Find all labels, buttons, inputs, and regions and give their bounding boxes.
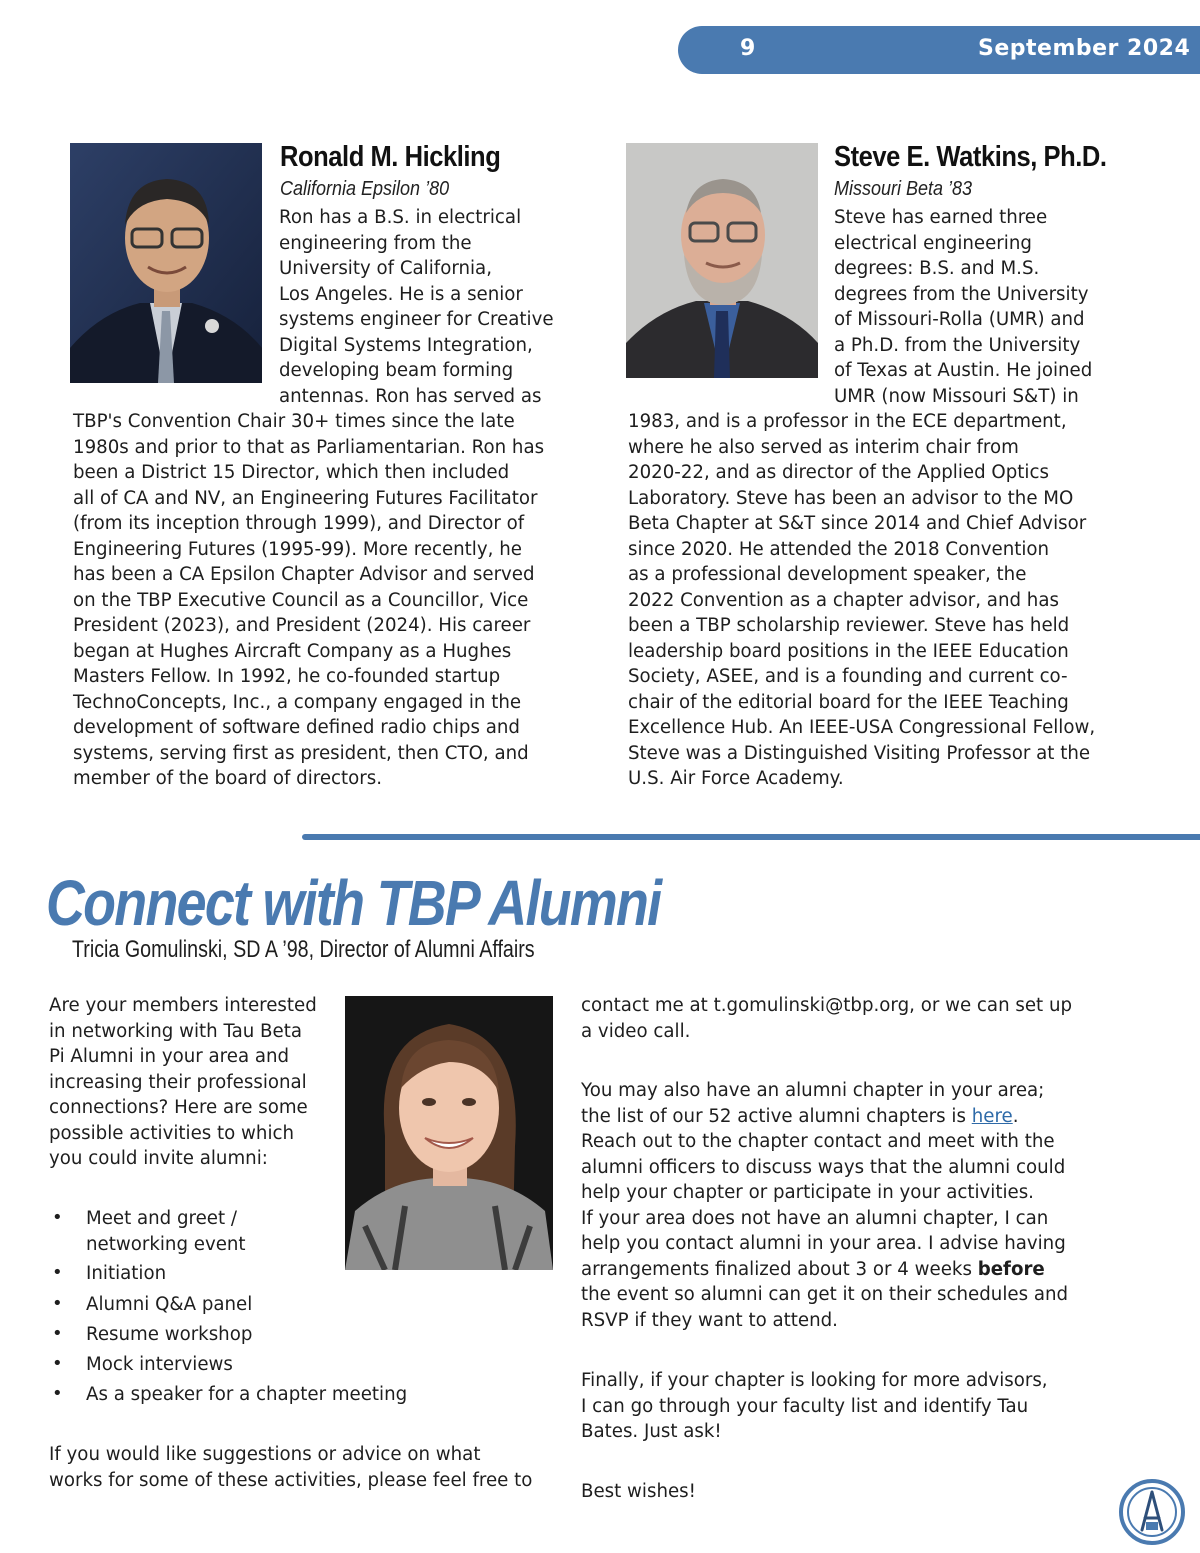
intro-line: Are your members interested (49, 995, 317, 1016)
bio-line: degrees: B.S. and M.S. (834, 258, 1040, 279)
bio-line: as a professional development speaker, the (628, 564, 1027, 585)
intro-line: you could invite alumni: (49, 1148, 268, 1169)
bio-line: where he also served as interim chair from (628, 436, 1019, 458)
bio-line: President (2023), and President (2024). His career (73, 615, 531, 636)
list-item: Resume workshop (86, 1324, 253, 1345)
profile-name: Ronald M. Hickling (280, 141, 501, 173)
bio-line: developing beam forming (279, 360, 514, 381)
bio-line: on the TBP Executive Council as a Councillor, Vice (73, 589, 529, 611)
para-line: help you contact alumni in your area. I advise having (581, 1233, 1066, 1254)
bio-line: since 2020. He attended the 2018 Convention (628, 538, 1050, 560)
closing-line: If you would like suggestions or advice on what (49, 1444, 481, 1465)
bio-line: UMR (now Missouri S&T) in (834, 385, 1079, 407)
steve-watkins-photo (626, 143, 818, 378)
bio-line: Steve was a Distinguished Visiting Professor at the (628, 742, 1091, 764)
bio-line: TBP's Convention Chair 30+ times since the late (73, 411, 515, 432)
bio-line: antennas. Ron has served as (279, 385, 542, 407)
bio-line: University of California, (279, 258, 492, 279)
bio-line: electrical engineering (834, 232, 1032, 254)
para-text: . (1012, 1105, 1019, 1127)
bio-line: leadership board positions in the IEEE Education (628, 640, 1069, 662)
list-item: Meet and greet / (86, 1208, 238, 1229)
signoff: Best wishes! (581, 1481, 696, 1502)
para-line: I can go through your faculty list and identify Tau (581, 1395, 1029, 1417)
contact-line: contact me at t.gomulinski@tbp.org, or we can set up (581, 995, 1073, 1016)
bio-line: of Missouri-Rolla (UMR) and (834, 309, 1085, 330)
issue-date: September 2024 (978, 36, 1191, 61)
bio-line: Digital Systems Integration, (279, 334, 533, 356)
bio-line: 1983, and is a professor in the ECE department, (628, 411, 1067, 432)
tricia-gomulinski-photo (345, 996, 553, 1270)
bullet-marker: • (52, 1323, 63, 1344)
tbp-logo-icon (1118, 1478, 1186, 1546)
para-line: RSVP if they want to attend. (581, 1309, 838, 1331)
closing-line: works for some of these activities, please feel free to (49, 1469, 533, 1491)
para-line: If your area does not have an alumni chapter, I can (581, 1207, 1049, 1229)
list-item: Alumni Q&A panel (86, 1294, 253, 1315)
bio-line: been a District 15 Director, which then included (73, 462, 510, 483)
page-number: 9 (740, 36, 756, 61)
emphasis-text: before (977, 1258, 1045, 1280)
bio-line: 2020-22, and as director of the Applied Optics (628, 462, 1049, 483)
bio-line: U.S. Air Force Academy. (628, 768, 844, 789)
bullet-marker: • (52, 1383, 63, 1404)
list-item: Mock interviews (86, 1354, 233, 1375)
bio-line: development of software defined radio chips and (73, 717, 520, 738)
bullet-marker: • (52, 1207, 63, 1228)
intro-line: connections? Here are some (49, 1097, 308, 1118)
bio-line: Society, ASEE, and is a founding and current co- (628, 666, 1068, 687)
list-item: Initiation (86, 1263, 167, 1284)
para-line: alumni officers to discuss ways that the alumni could (581, 1156, 1066, 1178)
section-divider (302, 834, 1200, 840)
bio-line: Excellence Hub. An IEEE-USA Congressional Fellow, (628, 717, 1096, 738)
para-line-with-link (581, 1104, 1019, 1130)
bio-line: has been a CA Epsilon Chapter Advisor and served (73, 564, 535, 585)
bio-line: Ron has a B.S. in electrical (279, 207, 522, 228)
intro-line: possible activities to which (49, 1122, 295, 1144)
bio-line: (from its inception through 1999), and Director of (73, 513, 525, 534)
para-text: the list of our 52 active alumni chapters is (581, 1105, 972, 1127)
bio-line: all of CA and NV, an Engineering Futures Facilitator (73, 487, 538, 509)
bio-line: 1980s and prior to that as Parliamentarian. Ron has (73, 436, 545, 458)
bullet-marker: • (52, 1293, 63, 1314)
ronald-hickling-photo (70, 143, 262, 383)
profile-chapter: Missouri Beta ’83 (834, 178, 973, 200)
para-line: help your chapter or participate in your activities. (581, 1182, 1034, 1203)
bio-line: degrees from the University (834, 283, 1089, 305)
bio-line: 2022 Convention as a chapter advisor, and has (628, 589, 1059, 611)
bio-line: Engineering Futures (1995-99). More recently, he (73, 538, 522, 560)
alumni-chapters-link[interactable]: here (971, 1105, 1013, 1127)
contact-line: a video call. (581, 1020, 691, 1042)
intro-line: in networking with Tau Beta (49, 1020, 302, 1042)
bio-line: Los Angeles. He is a senior (279, 283, 523, 305)
bio-line: a Ph.D. from the University (834, 334, 1081, 356)
bio-line: Masters Fellow. In 1992, he co-founded startup (73, 666, 501, 687)
bio-line: Laboratory. Steve has been an advisor to the MO (628, 487, 1074, 509)
list-item: networking event (86, 1233, 246, 1255)
para-line: Bates. Just ask! (581, 1421, 722, 1442)
bio-line: Steve has earned three (834, 207, 1048, 228)
bio-line: chair of the editorial board for the IEEE Teaching (628, 691, 1069, 713)
para-line-with-bold (581, 1257, 1045, 1283)
bio-line: been a TBP scholarship reviewer. Steve has held (628, 615, 1070, 636)
bio-line: engineering from the (279, 232, 472, 254)
bio-line: of Texas at Austin. He joined (834, 360, 1093, 381)
para-line: You may also have an alumni chapter in your area; (581, 1080, 1045, 1101)
bullet-marker: • (52, 1262, 63, 1283)
bio-line: TechnoConcepts, Inc., a company engaged in the (73, 691, 522, 713)
bio-line: member of the board of directors. (73, 768, 383, 789)
section-title: Connect with TBP Alumni (46, 867, 661, 939)
para-line: Reach out to the chapter contact and meet with the (581, 1131, 1055, 1152)
intro-line: increasing their professional (49, 1071, 307, 1093)
author-byline: Tricia Gomulinski, SD A ’98, Director of Alumni Affairs (72, 936, 535, 963)
profile-name: Steve E. Watkins, Ph.D. (834, 141, 1107, 173)
para-line: the event so alumni can get it on their schedules and (581, 1284, 1069, 1305)
intro-line: Pi Alumni in your area and (49, 1046, 290, 1067)
profile-chapter: California Epsilon ’80 (280, 178, 450, 200)
para-line: Finally, if your chapter is looking for more advisors, (581, 1370, 1048, 1391)
bio-line: systems engineer for Creative (279, 309, 554, 330)
para-text: arrangements finalized about 3 or 4 weeks (581, 1258, 978, 1280)
list-item: As a speaker for a chapter meeting (86, 1384, 408, 1405)
bio-line: Beta Chapter at S&T since 2014 and Chief Advisor (628, 513, 1087, 534)
bio-line: systems, serving first as president, then CTO, and (73, 742, 529, 764)
bullet-marker: • (52, 1353, 63, 1374)
bio-line: began at Hughes Aircraft Company as a Hughes (73, 640, 512, 662)
